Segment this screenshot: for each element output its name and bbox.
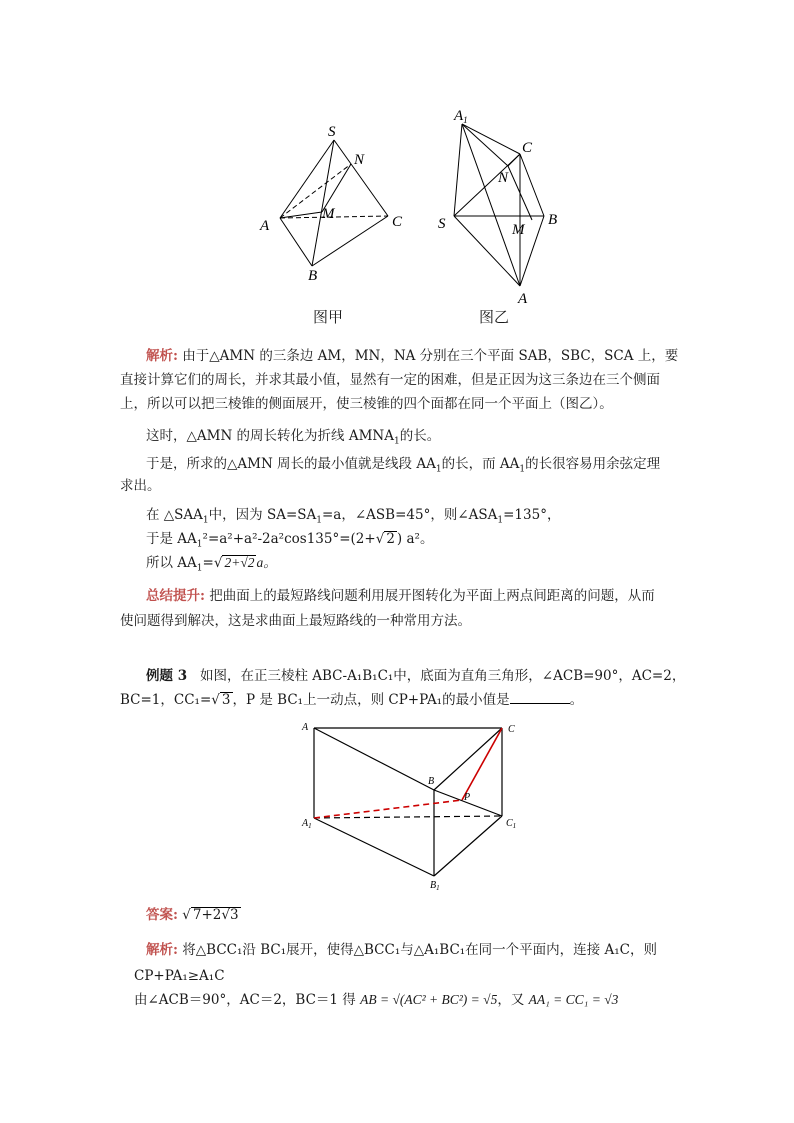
label-S: S <box>438 216 446 232</box>
line-yu2: 求出。 <box>120 478 161 494</box>
analysis1-line1: 解析: 由于△AMN 的三条边 AM，MN，NA 分别在三个平面 SAB，SBC，SCA 上，要 <box>146 348 679 364</box>
analysis1-line2: 直接计算它们的周长，并求其最小值，显然有一定的困难，但是正因为这三条边在三个侧面 <box>120 372 660 388</box>
label-C: C <box>522 140 533 156</box>
summary-line1: 总结提升: 把曲面上的最短路线问题利用展开图转化为平面上两点间距离的问题，从而 <box>146 588 655 604</box>
label-B1: $B_1$ <box>430 880 440 892</box>
line-in2: 于是 $AA_1^2=a^2+a^2-2a^2\cos 135^\circ=(2+√$ 2 ) a²。 <box>146 531 434 550</box>
label-P: P <box>464 792 471 803</box>
ex3-line2: BC=1，CC₁=√ 3 ，P 是 BC₁上一动点，则 CP+PA₁的最小值是 。 <box>120 692 584 708</box>
line-zhe: 这时，△AMN 的周长转化为折线 $AMNA_1$的长。 <box>146 428 441 447</box>
label-A: A <box>302 722 309 733</box>
figure-yi-svg <box>432 104 572 309</box>
line-yu1: 于是，所求的△AMN 周长的最小值就是线段 $AA_1$的长，而 $AA_1$的长很容易用余弦定理 <box>146 456 661 475</box>
analysis2-line2: CP+PA₁≥A₁C <box>134 968 225 984</box>
label-N: N <box>498 170 509 186</box>
figure-jia <box>250 118 420 288</box>
label-B: B <box>308 268 318 284</box>
label-S: S <box>328 124 336 140</box>
label-C1: $C_1$ <box>506 818 517 830</box>
label-C: C <box>392 214 403 230</box>
caption-yi: 图乙 <box>479 308 510 326</box>
summary-line2: 使问题得到解决，这是求曲面上最短路线的一种常用方法。 <box>120 613 471 629</box>
label-C: C <box>508 724 515 735</box>
label-A1: $A_1$ <box>302 818 312 830</box>
answer-line: 答案: √ 7+2√3 <box>146 907 239 923</box>
figure-yi <box>432 104 572 309</box>
label-A: A <box>260 218 270 234</box>
analysis2-line1: 解析: 将△BCC₁沿 BC₁展开，使得△BCC₁与△A₁BC₁在同一个平面内，连接 A₁C，则 <box>146 942 657 958</box>
label-N: N <box>354 152 365 168</box>
label-A1: $A_1$ <box>454 108 468 125</box>
label-M: M <box>512 222 525 238</box>
line-in1: 在 $\triangle SAA_1$中，因为 $SA=SA_1=a$，∠ASB=45°，则$\angle ASA_1=135^\circ$， <box>146 507 561 526</box>
ex3-line1: 例题 3 如图，在正三棱柱 ABC-A₁B₁C₁中，底面为直角三角形，∠ACB=90°，AC=2， <box>146 668 686 684</box>
label-B: B <box>428 776 435 787</box>
label-A: A <box>518 291 528 307</box>
figure-prism <box>296 714 536 894</box>
figure-jia-svg <box>250 118 420 288</box>
label-M: M <box>322 206 335 222</box>
caption-jia: 图甲 <box>313 308 344 326</box>
answer-blank <box>510 691 570 704</box>
analysis2-line3: 由∠ACB＝90°，AC＝2，BC＝1 得 AB = √(AC² + BC²) = √5，又 AA₁ = CC₁ = √3 <box>134 992 619 1008</box>
label-B: B <box>548 212 558 228</box>
analysis1-line3: 上，所以可以把三棱锥的侧面展开，使三棱锥的四个面都在同一个平面上（图乙）。 <box>120 396 613 412</box>
figure-prism-svg <box>296 714 536 894</box>
line-in3: 所以 $AA_1=√$ 2+√2 a。 <box>146 555 277 574</box>
